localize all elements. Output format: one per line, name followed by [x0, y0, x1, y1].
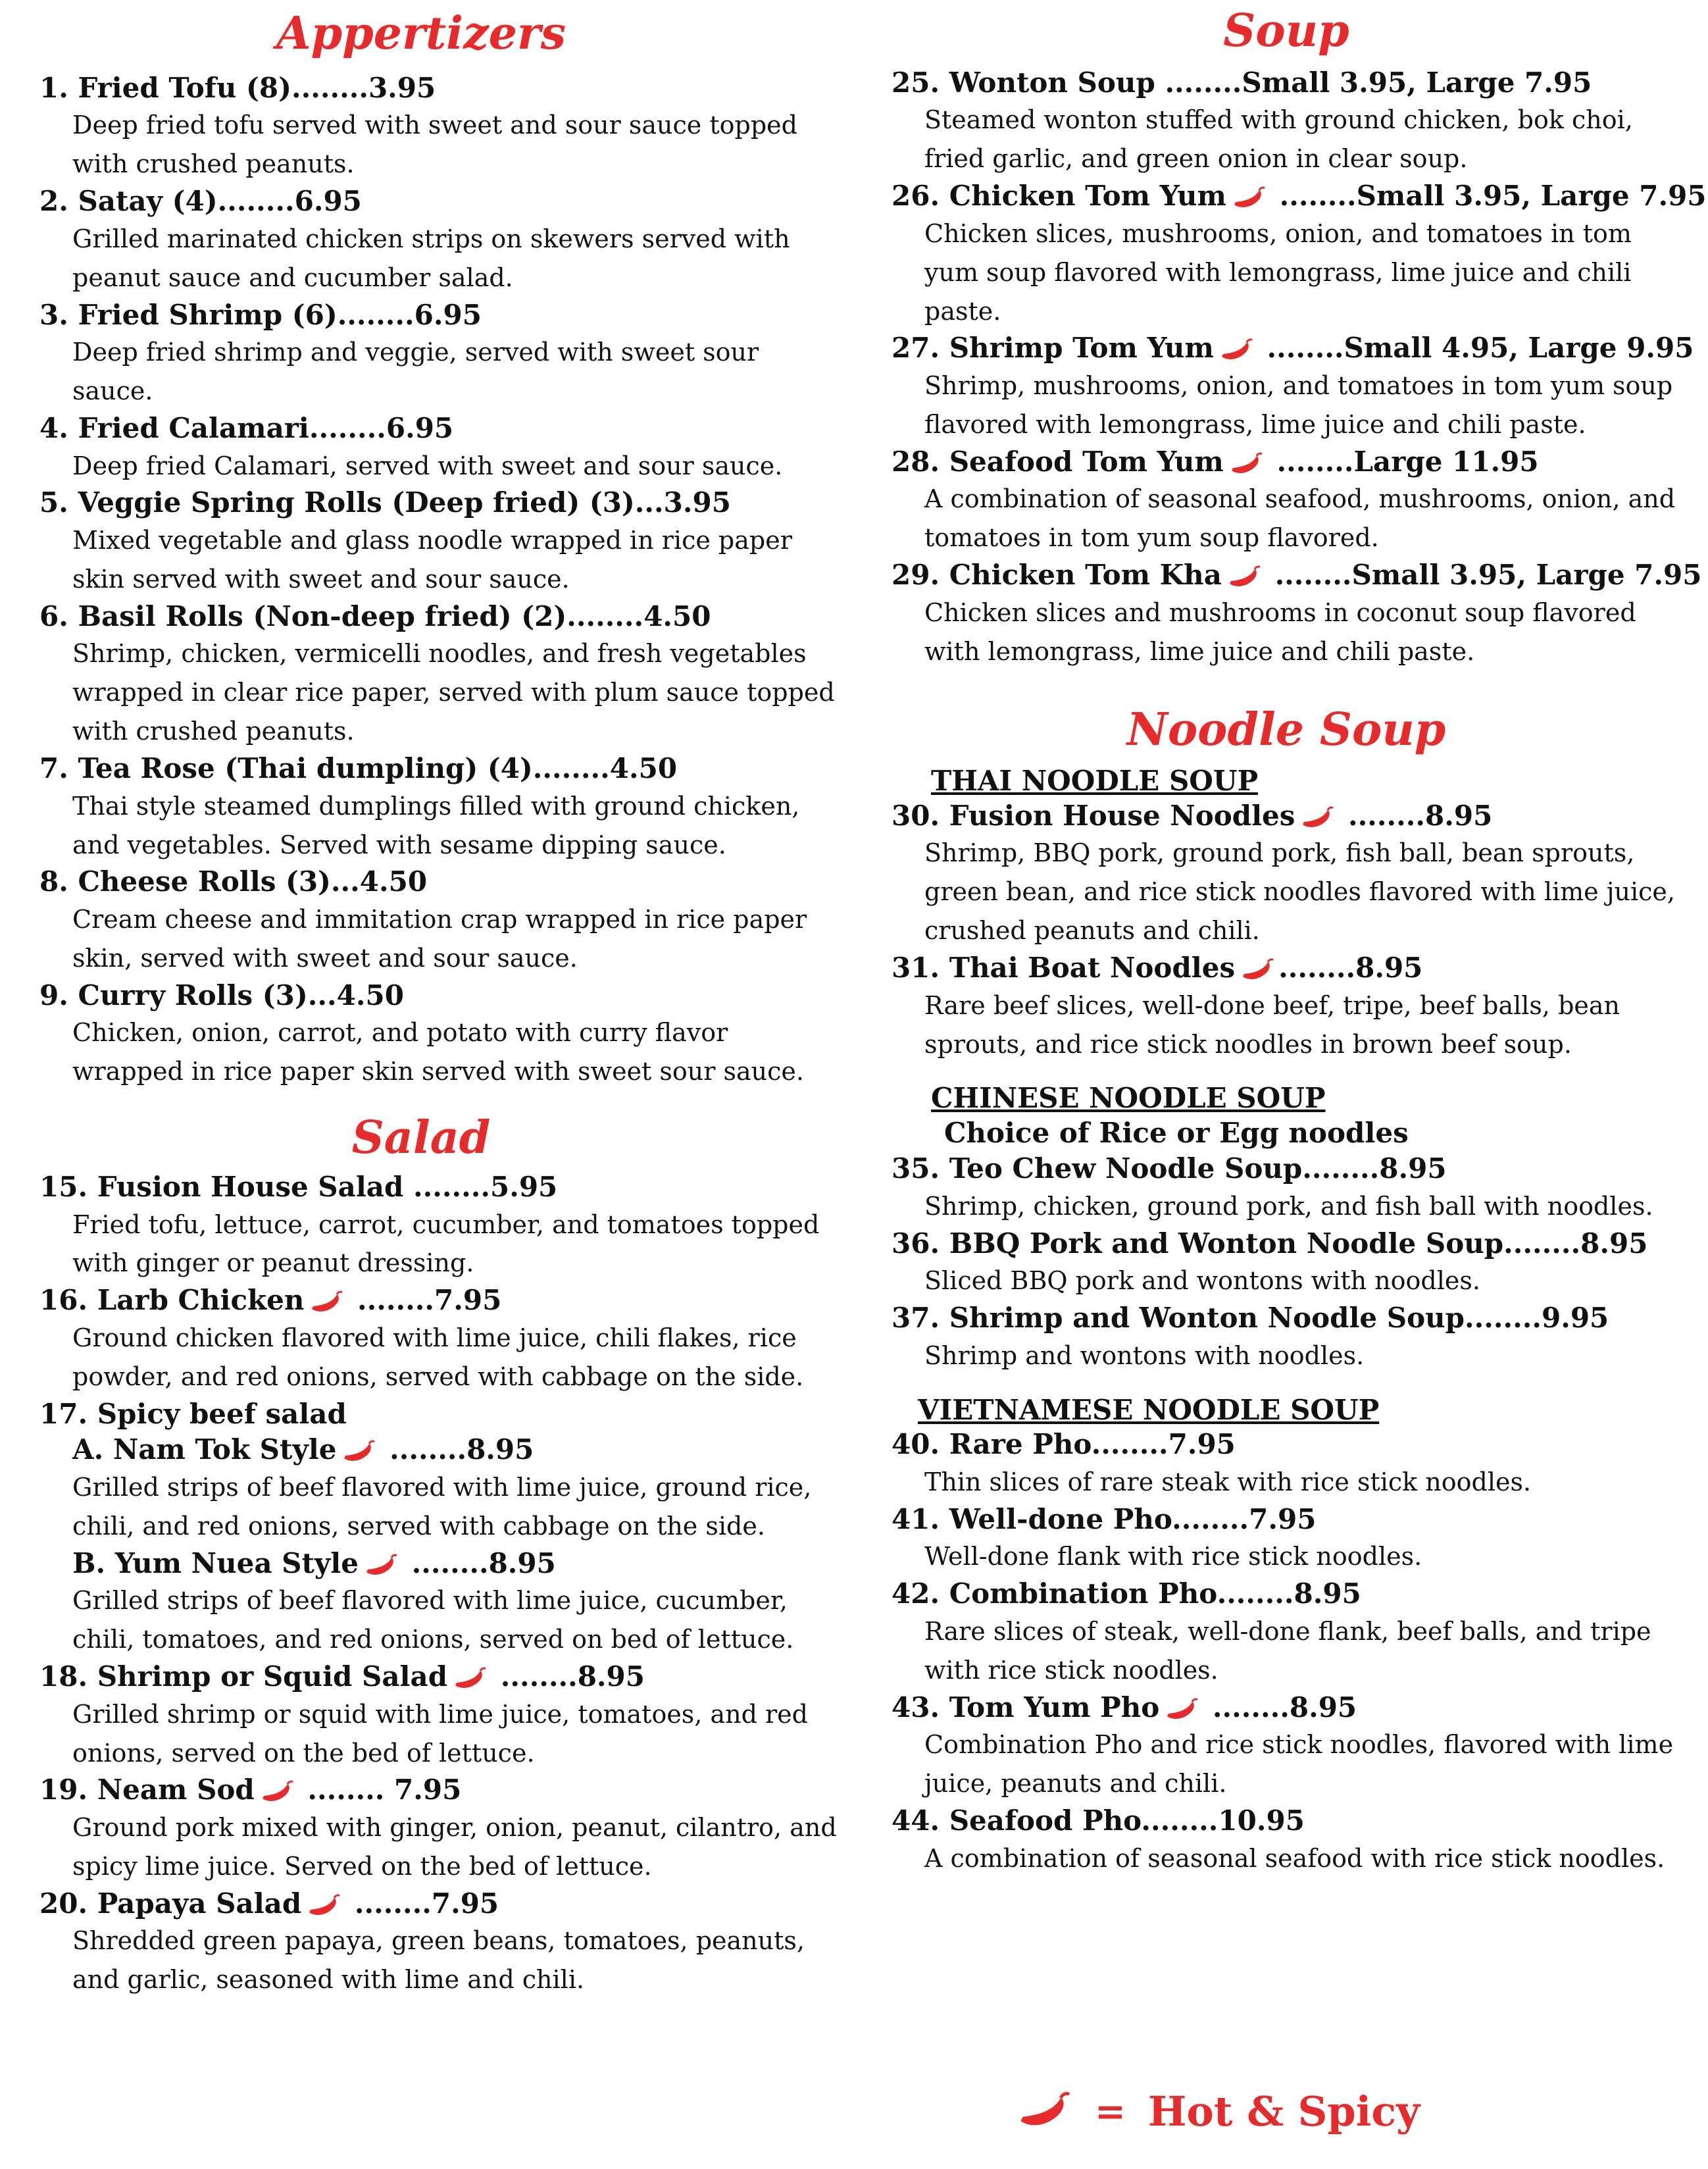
chili-pepper-icon [259, 1779, 294, 1805]
item-title: 35. Teo Chew Noodle Soup........8.95 [892, 1152, 1447, 1185]
chili-pepper-icon [305, 1893, 341, 1919]
legend-label: Hot & Spicy [1147, 2087, 1420, 2135]
item-description: Shrimp, mushrooms, onion, and tomatoes in tom yum soup flavored with lemongrass, lime juice and chili paste. [924, 371, 1673, 439]
item-name: 27. Shrimp Tom Yum [892, 332, 1214, 365]
menu-item [39, 297, 842, 411]
item-name: B. Yum Nuea Style [72, 1546, 359, 1579]
menu-item [892, 1300, 1681, 1375]
menu-item [39, 978, 842, 1091]
menu-item [892, 1690, 1681, 1803]
item-name: 30. Fusion House Noodles [892, 799, 1295, 832]
menu-item [39, 485, 842, 598]
item-description: Deep fried Calamari, served with sweet and sour sauce. [72, 451, 783, 480]
item-price: ........Small 3.95, Large 7.95 [1279, 180, 1707, 213]
chili-pepper-icon [1299, 805, 1334, 831]
chili-pepper-icon [1239, 957, 1274, 983]
item-description: Combination Pho and rice stick noodles, flavored with lime juice, peanuts and chili. [924, 1730, 1674, 1799]
menu-item [72, 1432, 842, 1545]
appetizers-list [39, 70, 842, 1091]
item-description: Steamed wonton stuffed with ground chicken, bok choi, fried garlic, and green onion in clear soup. [924, 105, 1633, 174]
item-name: 26. Chicken Tom Yum [892, 180, 1226, 213]
item-description: Chicken slices and mushrooms in coconut soup flavored with lemongrass, lime juice and chili paste. [924, 598, 1636, 666]
item-title: 40. Rare Pho........7.95 [892, 1428, 1236, 1461]
chinese-noodle-section [892, 1082, 1681, 1375]
item-title: 8. Cheese Rolls (3)...4.50 [39, 865, 428, 898]
salad-title: Salad [351, 1111, 491, 1165]
soup-title: Soup [1223, 5, 1349, 57]
item-name: 29. Chicken Tom Kha [892, 559, 1222, 592]
item-description: Grilled strips of beef flavored with lime juice, ground rice, chili, and red onions, served with cabbage on the side. [72, 1472, 812, 1541]
menu-item [892, 1502, 1681, 1576]
item-price: ........8.95 [1278, 952, 1423, 984]
item-price: ........Small 3.95, Large 7.95 [1274, 559, 1702, 592]
item-description: Thai style steamed dumplings filled with ground chicken, and vegetables. Served with sesame dipping sauce. [72, 791, 800, 859]
item-title: 1. Fried Tofu (8)........3.95 [39, 71, 436, 104]
chili-pepper-icon [451, 1666, 487, 1692]
menu-item [892, 1803, 1681, 1877]
menu-item [39, 599, 842, 751]
item-name: 31. Thai Boat Noodles [892, 952, 1236, 984]
menu-item [39, 1396, 842, 1433]
item-price: ........7.95 [357, 1284, 502, 1317]
item-title: 2. Satay (4)........6.95 [39, 185, 362, 218]
chili-pepper-icon [1013, 2089, 1072, 2134]
vietnamese-noodle-heading: VIETNAMESE NOODLE SOUP [918, 1393, 1380, 1426]
item-price: ........8.95 [1348, 799, 1493, 832]
item-price: ........8.95 [1212, 1691, 1357, 1723]
item-title: 4. Fried Calamari........6.95 [39, 411, 454, 444]
item-name: 19. Neam Sod [39, 1773, 255, 1806]
item-description: Rare slices of steak, well-done flank, beef balls, and tripe with rice stick noodles. [924, 1616, 1651, 1685]
item-name: 20. Papaya Salad [39, 1887, 302, 1920]
item-description: Shredded green papaya, green beans, tomatoes, peanuts, and garlic, seasoned with lime and chili. [72, 1926, 805, 1995]
menu-item [39, 1659, 842, 1772]
chili-pepper-icon [308, 1289, 343, 1315]
soup-list [892, 65, 1707, 671]
item-description: Deep fried shrimp and veggie, served with sweet sour sauce. [72, 338, 759, 406]
item-name: 25. Wonton Soup [892, 66, 1155, 99]
item-description: Deep fried tofu served with sweet and sour sauce topped with crushed peanuts. [72, 111, 797, 179]
item-description: Rare beef slices, well-done beef, tripe, beef balls, bean sprouts, and rice stick noodles in brown beef soup. [924, 990, 1620, 1059]
chili-pepper-icon [340, 1439, 376, 1465]
item-description: A combination of seasonal seafood, mushrooms, onion, and tomatoes in tom yum soup flavored. [924, 484, 1676, 553]
item-price: ........8.95 [411, 1546, 556, 1579]
menu-item [892, 1576, 1681, 1689]
chinese-noodle-heading: CHINESE NOODLE SOUP [931, 1082, 1326, 1115]
menu-item [892, 65, 1681, 178]
chili-pepper-icon [1230, 185, 1266, 211]
menu-item [39, 864, 842, 977]
item-name: 18. Shrimp or Squid Salad [39, 1660, 448, 1693]
item-title: 42. Combination Pho........8.95 [892, 1577, 1361, 1610]
item-description: Well-done flank with rice stick noodles. [924, 1542, 1422, 1571]
item-description: Grilled strips of beef flavored with lime juice, cucumber, chili, tomatoes, and red onions, served on bed of lettuce. [72, 1586, 794, 1654]
item-name: 15. Fusion House Salad [39, 1170, 404, 1203]
item-description: Shrimp and wontons with noodles. [924, 1340, 1365, 1370]
menu-item [892, 178, 1707, 330]
item-description: A combination of seasonal seafood with rice stick noodles. [924, 1843, 1665, 1873]
menu-item [39, 1169, 842, 1283]
noodle-soup-title: Noodle Soup [1126, 703, 1446, 756]
chili-pepper-icon [1228, 451, 1263, 477]
item-title: 9. Curry Rolls (3)...4.50 [39, 979, 404, 1011]
menu-item [39, 70, 842, 184]
menu-item [892, 950, 1681, 1063]
menu-item [39, 411, 842, 485]
menu-item [39, 751, 842, 864]
item-name: A. Nam Tok Style [72, 1433, 337, 1466]
item-description: Shrimp, chicken, vermicelli noodles, and fresh vegetables wrapped in clear rice paper, served with plum sauce topped with crushed peanuts. [72, 639, 835, 746]
menu-item [72, 1546, 842, 1659]
item-title: 6. Basil Rolls (Non-deep fried) (2)........4.50 [39, 600, 711, 632]
thai-noodle-section [892, 765, 1681, 1063]
menu-item [892, 444, 1681, 557]
menu-item [892, 798, 1681, 950]
item-title: 7. Tea Rose (Thai dumpling) (4)........4.50 [39, 752, 678, 785]
menu-item [39, 184, 842, 297]
menu-item [39, 1886, 842, 1999]
menu-item [892, 330, 1694, 444]
noodle-choice-note: Choice of Rice or Egg noodles [944, 1116, 1409, 1149]
appetizers-title: Appertizers [276, 7, 566, 60]
item-name: 28. Seafood Tom Yum [892, 445, 1224, 478]
item-description: Shrimp, chicken, ground pork, and fish ball with noodles. [924, 1191, 1653, 1221]
chili-pepper-icon [1226, 564, 1261, 590]
vietnamese-noodle-section [892, 1394, 1681, 1878]
menu-item [892, 557, 1702, 671]
item-price: ........Small 3.95, Large 7.95 [1165, 66, 1592, 99]
salad-list [39, 1169, 842, 1999]
item-price: ........5.95 [413, 1170, 558, 1203]
item-title: 37. Shrimp and Wonton Noodle Soup........9.95 [892, 1302, 1609, 1335]
menu-item [892, 1151, 1681, 1225]
right-column [892, 0, 1707, 1877]
item-description: Chicken slices, mushrooms, onion, and tomatoes in tom yum soup flavored with lemongrass, lime juice and chili paste. [924, 218, 1632, 326]
item-description: Grilled shrimp or squid with lime juice, tomatoes, and red onions, served on the bed of lettuce. [72, 1699, 808, 1768]
menu-item [892, 1427, 1681, 1501]
item-price: ........8.95 [389, 1433, 534, 1466]
item-price: ........Small 4.95, Large 9.95 [1267, 332, 1694, 365]
item-description: Fried tofu, lettuce, carrot, cucumber, and tomatoes topped with ginger or peanut dressing. [72, 1210, 820, 1278]
item-price: ........Large 11.95 [1276, 445, 1539, 478]
menu-item [39, 1283, 842, 1396]
item-description: Mixed vegetable and glass noodle wrapped in rice paper skin served with sweet and sour sauce. [72, 526, 792, 594]
item-price: ........8.95 [500, 1660, 645, 1693]
item-name: 17. Spicy beef salad [39, 1397, 347, 1430]
item-title: 3. Fried Shrimp (6)........6.95 [39, 298, 482, 331]
menu-item [892, 1226, 1681, 1300]
item-description: Shrimp, BBQ pork, ground pork, fish ball, bean sprouts, green bean, and rice stick noodles flavored with lime juice, crushed peanuts and chili. [924, 838, 1675, 946]
item-description: Chicken, onion, carrot, and potato with curry flavor wrapped in rice paper skin served with sweet sour sauce. [72, 1018, 804, 1086]
left-column [39, 0, 842, 1999]
item-description: Cream cheese and immitation crap wrapped in rice paper skin, served with sweet and sour sauce. [72, 905, 807, 973]
item-title: 44. Seafood Pho........10.95 [892, 1804, 1305, 1837]
item-price: ........7.95 [354, 1887, 499, 1920]
item-description: Ground pork mixed with ginger, onion, peanut, cilantro, and spicy lime juice. Served on the bed of lettuce. [72, 1813, 837, 1881]
thai-noodle-heading: THAI NOODLE SOUP [931, 765, 1259, 798]
item-description: Thin slices of rare steak with rice stick noodles. [924, 1467, 1532, 1496]
item-description: Grilled marinated chicken strips on skewers served with peanut sauce and cucumber salad. [72, 224, 790, 292]
item-description: Sliced BBQ pork and wontons with noodles. [924, 1266, 1480, 1296]
chili-pepper-icon [363, 1552, 398, 1579]
chili-pepper-icon [1163, 1697, 1199, 1723]
chili-pepper-icon [1218, 337, 1253, 363]
item-description: Ground chicken flavored with lime juice, chili flakes, rice powder, and red onions, served with cabbage on the side. [72, 1323, 804, 1391]
hot-spicy-legend [1013, 2087, 1420, 2135]
item-title: 36. BBQ Pork and Wonton Noodle Soup........8.95 [892, 1227, 1648, 1260]
menu-item [39, 1772, 842, 1885]
item-title: 41. Well-done Pho........7.95 [892, 1502, 1317, 1535]
item-name: 16. Larb Chicken [39, 1284, 305, 1317]
item-price: ........ 7.95 [307, 1773, 462, 1806]
legend-equals: = [1095, 2089, 1126, 2133]
item-title: 5. Veggie Spring Rolls (Deep fried) (3)...3.95 [39, 486, 731, 519]
item-name: 43. Tom Yum Pho [892, 1691, 1160, 1723]
